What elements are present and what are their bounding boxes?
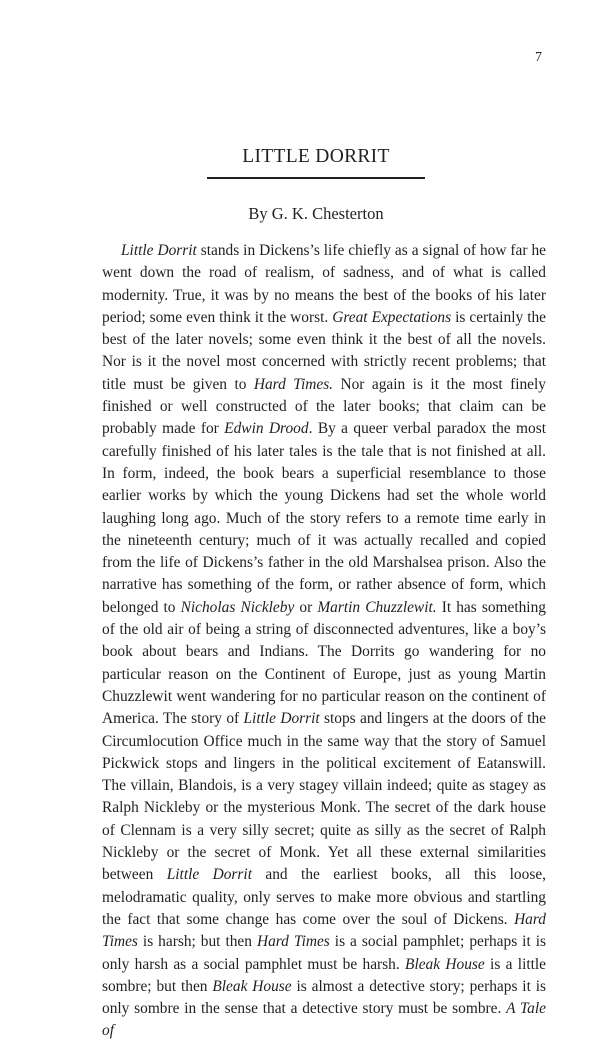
page-number: 7 [535,50,542,65]
italic-title: Bleak House [212,977,292,995]
paragraph [102,240,546,1043]
text-run: It has something of the old air of being a string of disconnected adventures, like a boy’s book about bears and Indians. The Dorrits go wandering for no particular reason on the Continent of Europe, just as young Martin Chuzzlewit went wandering for no particular reason on the continent of America. The story of [102,598,546,728]
italic-title: Little Dorrit [243,710,320,728]
italic-title: Bleak House [405,955,485,973]
text-run: Nor again is it the most finely finished or well constructed of the later books; that claim can be probably made for [102,375,546,438]
author-byline: By G. K. Chesterton [248,204,384,223]
text-run: stands in Dickens’s life chiefly as a signal of how far he went down the road of realism, of sadness, and of what is called modernity. True, it was by no means the best of the books of his later period; some even think it the worst. [102,242,546,326]
italic-title: Hard Times. [253,375,334,393]
text-run: is a little sombre; but then [102,955,546,995]
italic-title: Little Dorrit [121,242,197,259]
title-rule [207,177,425,179]
italic-title: A Tale of [102,1000,546,1040]
italic-title: Edwin Drood [224,420,309,438]
text-run: . By a queer verbal paradox the most carefully finished of his later tales is the tale that is not finished at all. In form, indeed, the book bears a superficial resemblance to those earlier works by which the young Dickens had set the whole world laughing long ago. Much of the story refers to a remote time early in the nineteenth century; much of it was actually recalled and copied from the life of Dickens’s father in the old Marshalsea prison. Also the narrative has something of the form, or rather absence of form, which belonged to [102,420,546,616]
text-run: and the earliest books, all this loose, melodramatic quality, only serves to make more obvious and startling the fact that some change has come over the soul of Dickens. [102,866,546,928]
italic-title: Nicholas Nickleby [180,598,295,616]
text-run: is certainly the best of the later novels; some even think it the best of all the novels. Nor is it the novel most concerned with strictly recent problems; that title must be given to [102,308,547,393]
italic-title: Hard Times [256,933,330,951]
italic-title: Great Expectations [332,308,452,326]
italic-title: Hard Times [102,910,546,951]
chapter-title: LITTLE DORRIT [242,146,390,167]
text-run: stops and lingers at the doors of the Circumlocution Office much in the same way that the story of Samuel Pickwick stops and lingers in the political excitement of Eatanswill. The villain, Blandois, is a very stagey villain indeed; quite as stagey as Ralph Nickleby or the mysterious Monk. The secret of the dark house of Clennam is a very silly secret; quite as silly as the secret of Ralph Nickleby or the secret of Monk. Yet all these external similarities between [102,710,546,884]
italic-title: Little Dorrit [166,866,252,884]
text-run: or [294,598,318,616]
text-run: is almost a detective story; perhaps it is only sombre in the sense that a detective story must be sombre. [102,977,546,1018]
text-run: is a social pamphlet; perhaps it is only harsh as a social pamphlet must be harsh. [102,933,546,973]
body-text [102,240,546,1043]
italic-title: Martin Chuzzlewit. [317,598,437,616]
text-run: is harsh; but then [137,933,257,951]
